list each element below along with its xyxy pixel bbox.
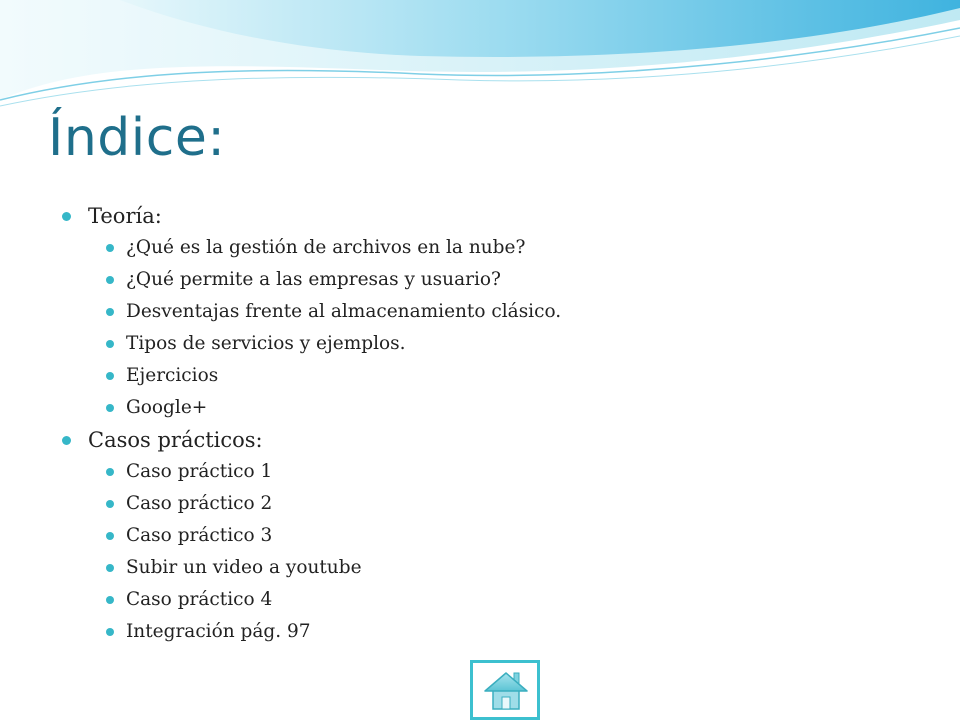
section-heading-label: Teoría: [88, 204, 162, 228]
list-item-label: Google+ [126, 397, 208, 418]
bullet-icon [106, 500, 114, 508]
list-item-label: Caso práctico 3 [126, 525, 273, 546]
sublist-wrapper [60, 456, 920, 648]
list-item-label: Subir un video a youtube [126, 557, 362, 578]
bullet-icon [106, 404, 114, 412]
casos-sublist [60, 456, 920, 648]
teoria-sublist [60, 232, 920, 424]
list-item-label: Ejercicios [126, 365, 219, 386]
list-item-label: ¿Qué permite a las empresas y usuario? [126, 269, 501, 290]
list-item[interactable] [60, 328, 920, 360]
list-item-label: Caso práctico 2 [126, 493, 273, 514]
header-wave-decoration [0, 0, 960, 120]
bullet-icon [106, 244, 114, 252]
bullet-icon [106, 532, 114, 540]
slide-title: Índice: [48, 108, 226, 168]
bullet-icon [106, 468, 114, 476]
sublist-wrapper [60, 232, 920, 424]
bullet-icon [106, 340, 114, 348]
list-item[interactable] [60, 232, 920, 264]
section-heading-teoria [60, 200, 920, 232]
bullet-icon [106, 628, 114, 636]
list-item-label: Tipos de servicios y ejemplos. [126, 333, 406, 354]
bullet-icon [106, 372, 114, 380]
list-item[interactable] [60, 392, 920, 424]
list-item[interactable] [60, 264, 920, 296]
list-item[interactable] [60, 520, 920, 552]
list-item[interactable] [60, 488, 920, 520]
bullet-icon [106, 276, 114, 284]
list-item-label: Desventajas frente al almacenamiento clásico. [126, 301, 562, 322]
home-icon [483, 667, 529, 713]
list-item-label: Caso práctico 4 [126, 589, 273, 610]
bullet-icon [106, 308, 114, 316]
home-button[interactable] [470, 660, 540, 720]
list-item[interactable] [60, 616, 920, 648]
list-item-label: ¿Qué es la gestión de archivos en la nube? [126, 237, 526, 258]
bullet-icon [106, 596, 114, 604]
bullet-icon [106, 564, 114, 572]
list-item[interactable] [60, 584, 920, 616]
index-list [60, 200, 920, 648]
section-heading-casos-practicos [60, 424, 920, 456]
section-heading-label: Casos prácticos: [88, 428, 263, 452]
list-item-label: Integración pág. 97 [126, 621, 311, 642]
bullet-icon [62, 436, 71, 445]
list-item[interactable] [60, 360, 920, 392]
bullet-icon [62, 212, 71, 221]
list-item-label: Caso práctico 1 [126, 461, 273, 482]
index-content [60, 200, 920, 648]
list-item[interactable] [60, 552, 920, 584]
list-item[interactable] [60, 456, 920, 488]
list-item[interactable] [60, 296, 920, 328]
